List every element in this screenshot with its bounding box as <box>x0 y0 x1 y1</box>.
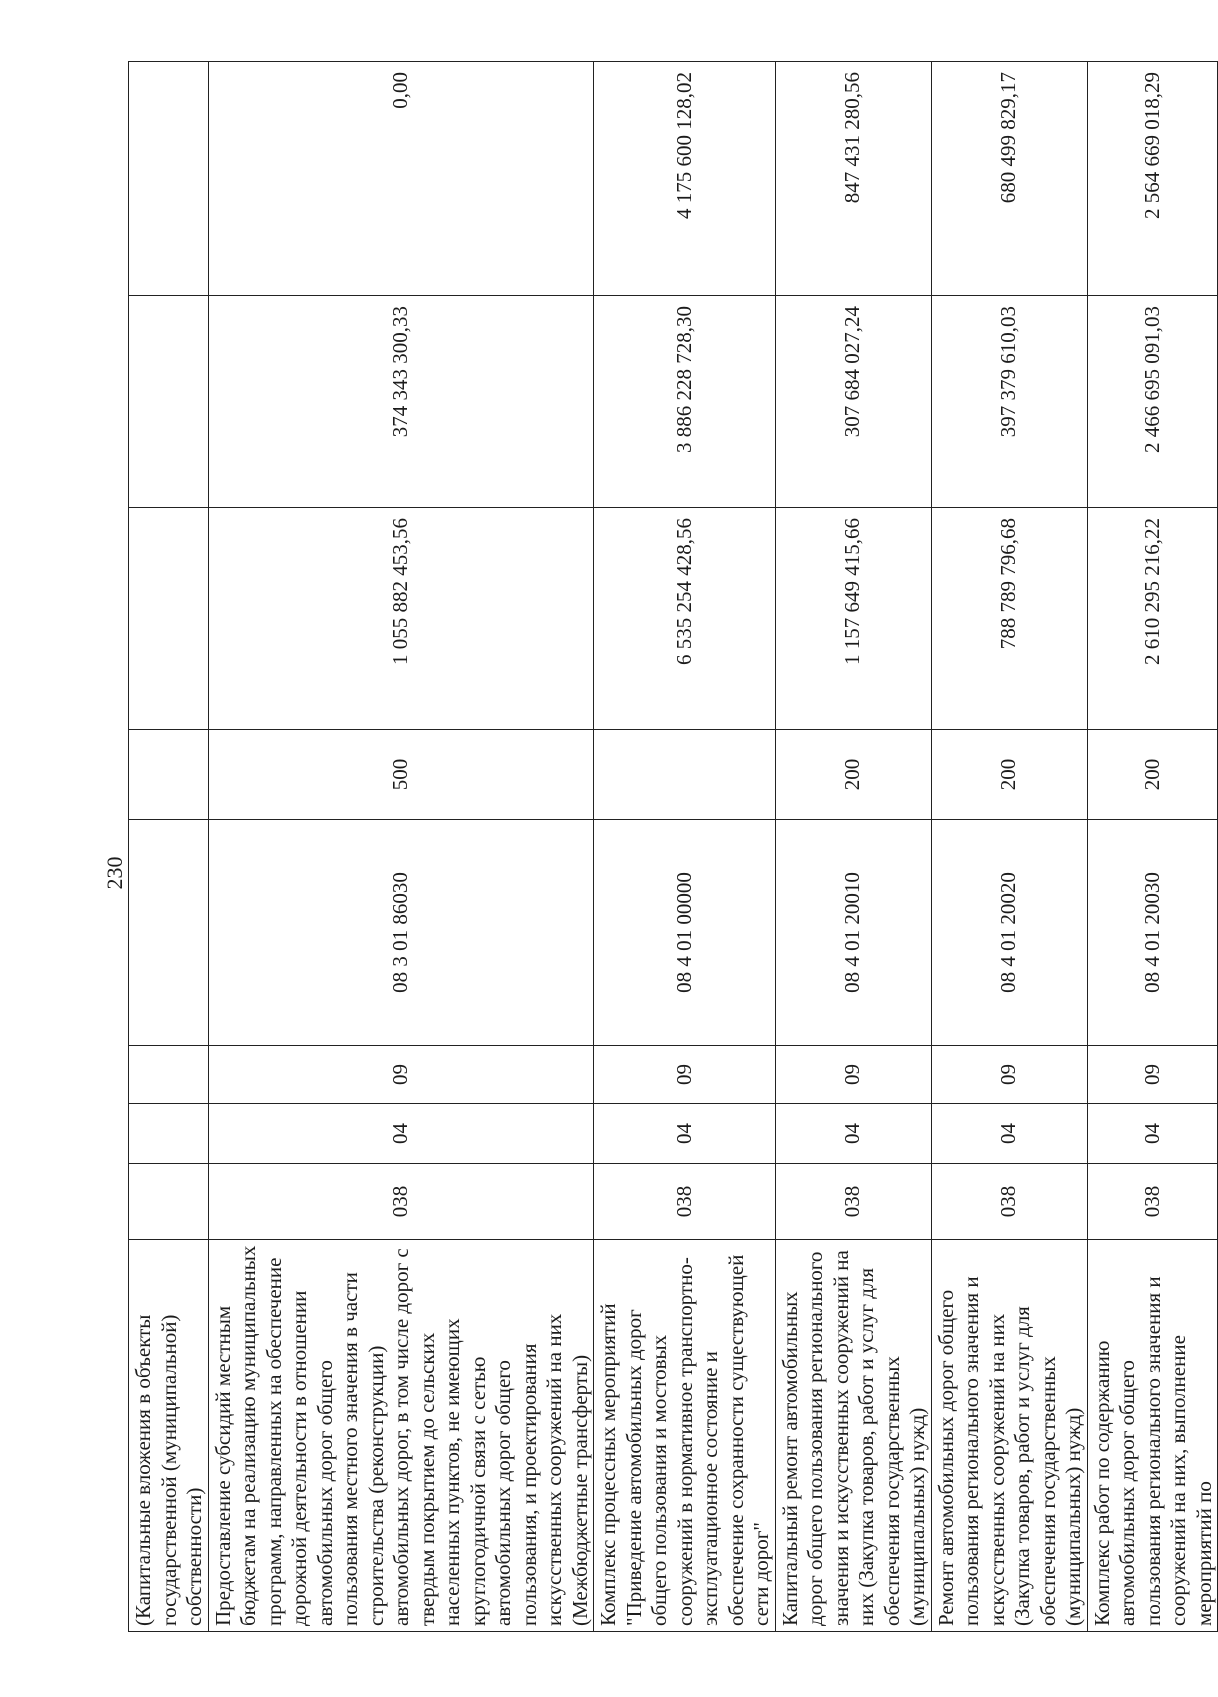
cell-sum-1: 1 055 882 453,56 <box>208 508 594 730</box>
cell-sum-2: 397 379 610,03 <box>931 296 1087 508</box>
cell-pr: 09 <box>1087 1046 1218 1104</box>
table-row <box>931 62 1087 1632</box>
cell-sum-3 <box>129 62 209 296</box>
cell-grbs: 038 <box>594 1164 776 1240</box>
cell-vr <box>594 730 776 820</box>
table-row <box>1087 62 1218 1632</box>
cell-vr: 200 <box>1087 730 1218 820</box>
cell-pr: 09 <box>208 1046 594 1104</box>
budget-table <box>128 61 1218 1632</box>
cell-sum-2: 307 684 027,24 <box>775 296 931 508</box>
cell-csr: 08 4 01 20020 <box>931 820 1087 1046</box>
cell-grbs: 038 <box>1087 1164 1218 1240</box>
row-description: Капитальный ремонт автомобильных дорог общего пользования регионального значения и искусственных сооружений на них (Закупка товаров, работ и услуг для обеспечения государственных (муниципальных) нужд) <box>775 1240 931 1632</box>
row-description: Предоставление субсидий местным бюджетам на реализацию муниципальных программ, направленных на обеспечение дорожной деятельности в отношении автомобильных дорог общего пользования местного значения в части строительства (реконструкции) автомобильных дорог, в том числе дорог с твердым покрытием до сельских населенных пунктов, не имеющих круглогодичной связи с сетью автомобильных дорог общего пользования, и проектирования искусственных сооружений на них (Межбюджетные трансферты) <box>208 1240 594 1632</box>
cell-rz: 04 <box>594 1104 776 1164</box>
cell-rz: 04 <box>1087 1104 1218 1164</box>
cell-sum-3: 680 499 829,17 <box>931 62 1087 296</box>
cell-pr: 09 <box>594 1046 776 1104</box>
cell-rz: 04 <box>931 1104 1087 1164</box>
page-number: 230 <box>102 856 127 890</box>
cell-sum-2: 2 466 695 091,03 <box>1087 296 1218 508</box>
cell-rz: 04 <box>208 1104 594 1164</box>
table-row <box>208 62 594 1632</box>
table-row <box>129 62 209 1632</box>
cell-sum-2: 3 886 228 728,30 <box>594 296 776 508</box>
table-row <box>594 62 776 1632</box>
row-description: Ремонт автомобильных дорог общего пользования регионального значения и искусственных сооружений на них (Закупка товаров, работ и услуг для обеспечения государственных (муниципальных) нужд) <box>931 1240 1087 1632</box>
cell-vr: 200 <box>931 730 1087 820</box>
cell-csr: 08 4 01 20010 <box>775 820 931 1046</box>
cell-sum-1: 6 535 254 428,56 <box>594 508 776 730</box>
row-description: (Капитальные вложения в объекты государственной (муниципальной) собственности) <box>129 1240 209 1632</box>
cell-sum-1 <box>129 508 209 730</box>
cell-rz: 04 <box>775 1104 931 1164</box>
table-row <box>775 62 931 1632</box>
cell-pr <box>129 1046 209 1104</box>
cell-csr: 08 4 01 20030 <box>1087 820 1218 1046</box>
cell-sum-1: 2 610 295 216,22 <box>1087 508 1218 730</box>
cell-vr: 500 <box>208 730 594 820</box>
cell-pr: 09 <box>775 1046 931 1104</box>
cell-csr: 08 3 01 86030 <box>208 820 594 1046</box>
cell-sum-1: 788 789 796,68 <box>931 508 1087 730</box>
row-description: Комплекс процессных мероприятий "Приведение автомобильных дорог общего пользования и мостовых сооружений в нормативное транспортно-эксплуатационное состояние и обеспечение сохранности существующей сети дорог" <box>594 1240 776 1632</box>
cell-csr <box>129 820 209 1046</box>
cell-csr: 08 4 01 00000 <box>594 820 776 1046</box>
cell-sum-1: 1 157 649 415,66 <box>775 508 931 730</box>
cell-grbs: 038 <box>208 1164 594 1240</box>
cell-sum-2 <box>129 296 209 508</box>
cell-sum-3: 2 564 669 018,29 <box>1087 62 1218 296</box>
cell-sum-3: 0,00 <box>208 62 594 296</box>
cell-rz <box>129 1104 209 1164</box>
cell-grbs: 038 <box>931 1164 1087 1240</box>
row-description: Комплекс работ по содержанию автомобильных дорог общего пользования регионального значения и сооружений на них, выполнение мероприятий по <box>1087 1240 1218 1632</box>
cell-sum-3: 847 431 280,56 <box>775 62 931 296</box>
cell-sum-2: 374 343 300,33 <box>208 296 594 508</box>
cell-sum-3: 4 175 600 128,02 <box>594 62 776 296</box>
cell-pr: 09 <box>931 1046 1087 1104</box>
cell-vr <box>129 730 209 820</box>
cell-vr: 200 <box>775 730 931 820</box>
cell-grbs: 038 <box>775 1164 931 1240</box>
cell-grbs <box>129 1164 209 1240</box>
rotated-table-container <box>128 62 1216 1632</box>
